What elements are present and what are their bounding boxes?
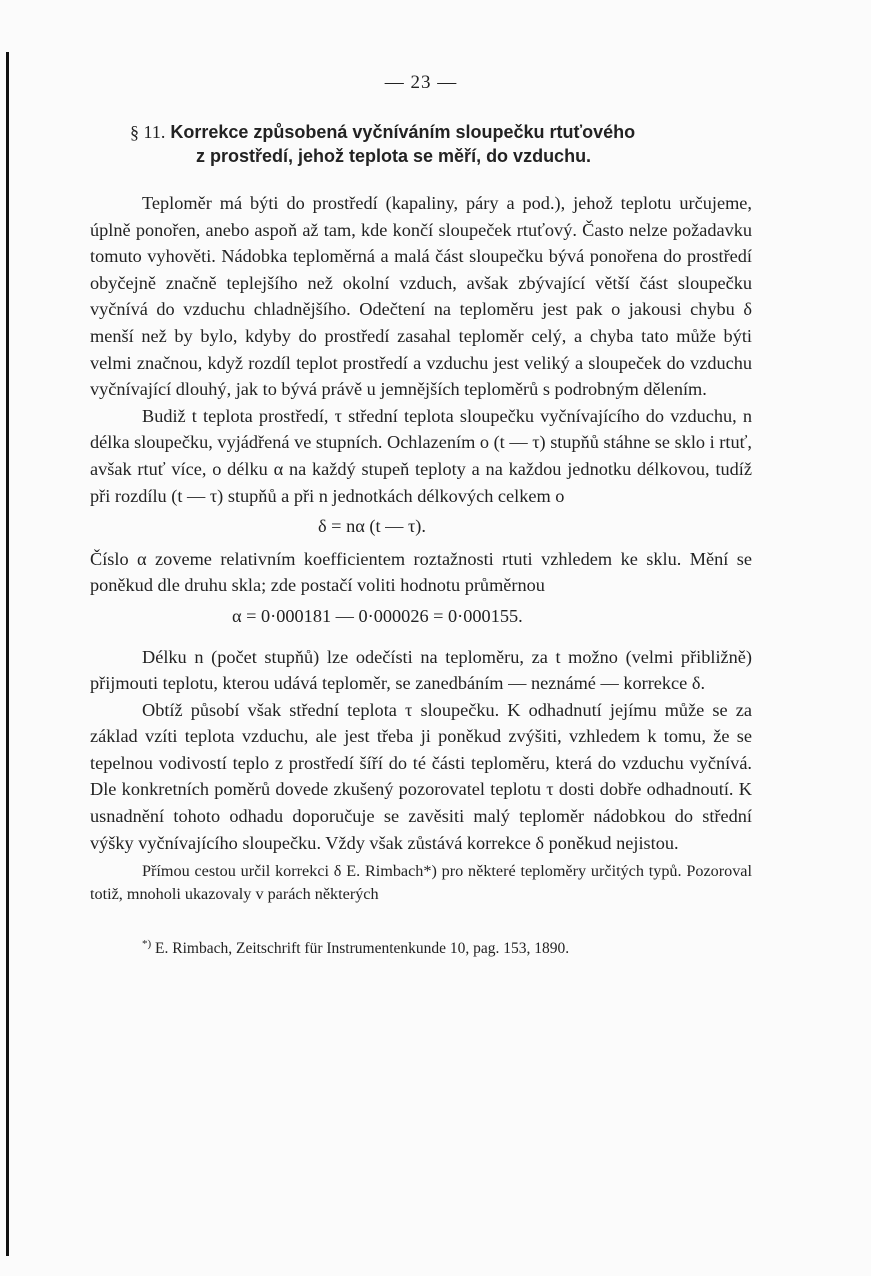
page-body	[90, 72, 752, 959]
footnote-marker: *)	[142, 938, 152, 951]
section-heading	[90, 120, 752, 168]
section-title-line-2: z prostředí, jehož teplota se měří, do vzduchu.	[196, 146, 592, 166]
paragraph-1: Teploměr má býti do prostředí (kapaliny, páry a pod.), jehož teplotu určujeme, úplně ponořen, anebo aspoň až tam, kde končí sloupeček rtuťový. Často nelze požadavku tomuto vyhověti. Nádobka teploměrná a malá část sloupečku bývá ponořena do prostředí obyčejně značně teplejšího než okolní vzduch, avšak zbývající větší část sloupečku vyčnívá do vzduchu chladnějšího. Odečtení na teploměru jest pak o jakousi chybu δ menší než by bylo, kdyby do prostředí zasahal teploměr celý, a chyba tato může býti velmi značnou, když rozdíl teplot prostředí a vzduchu jest veliký a sloupeček do vzduchu vyčnívající dlouhý, jak to bývá právě u jemnějších teploměrů s podrobným dělením.	[90, 193, 752, 400]
paragraph-4: Délku n (počet stupňů) lze odečísti na teploměru, za t možno (velmi přibližně) přijmouti teplotu, kterou udává teploměr, se zanedbáním — neznámé — korrekce δ.	[90, 646, 752, 694]
page-edge-line	[6, 52, 9, 1256]
equation-alpha: α = 0·000181 — 0·000026 = 0·000155.	[232, 605, 523, 626]
footnote	[90, 934, 752, 959]
paragraph-5: Obtíž působí však střední teplota τ sloupečku. K odhadnutí jejímu může se za základ vzíti teplota vzduchu, ale jest třeba ji poněkud zvýšiti, vzhledem k tomu, že se tepelnou vodivostí teplo z prostředí šíří do té části teploměru, která do vzduchu vyčnívá. Dle konkretních poměrů dovede zkušený pozorovatel teplotu τ dosti dobře odhadnoutí. K usnadnění tohoto odhadu doporučuje se zavěsiti malý teploměr nádobkou do střední výšky vyčnívajícího sloupečku. Vždy však zůstává korrekce δ poněkud nejistou.	[90, 699, 752, 853]
page-number: — 23 —	[384, 72, 458, 93]
paragraph-3: Číslo α zoveme relativním koefficientem roztažnosti rtuti vzhledem ke sklu. Mění se poněkud dle druhu skla; zde postačí voliti hodnotu průměrnou	[90, 548, 752, 596]
equation-delta: δ = nα (t — τ).	[318, 516, 426, 537]
section-title-line-1	[90, 120, 752, 144]
paragraph-6: Přímou cestou určil korrekci δ E. Rimbach*) pro některé teploměry určitých typů. Pozoroval totiž, mnoholi ukazovaly v parách některých	[90, 862, 752, 904]
footnote-text: E. Rimbach, Zeitschrift für Instrumentenkunde 10, pag. 153, 1890.	[155, 940, 570, 958]
section-title-text: Korrekce způsobená vyčníváním sloupečku rtuťového	[170, 122, 636, 142]
section-number: § 11.	[130, 122, 166, 142]
paragraph-2: Budiž t teplota prostředí, τ střední teplota sloupečku vyčnívajícího do vzduchu, n délka sloupečku, vyjádřená ve stupních. Ochlazením o (t — τ) stupňů stáhne se sklo i rtuť, avšak rtuť více, o délku α na každý stupeň teploty a na každou jednotku délkovou, tudíž při rozdílu (t — τ) stupňů a při n jednotkách délkových celkem o	[90, 405, 752, 506]
